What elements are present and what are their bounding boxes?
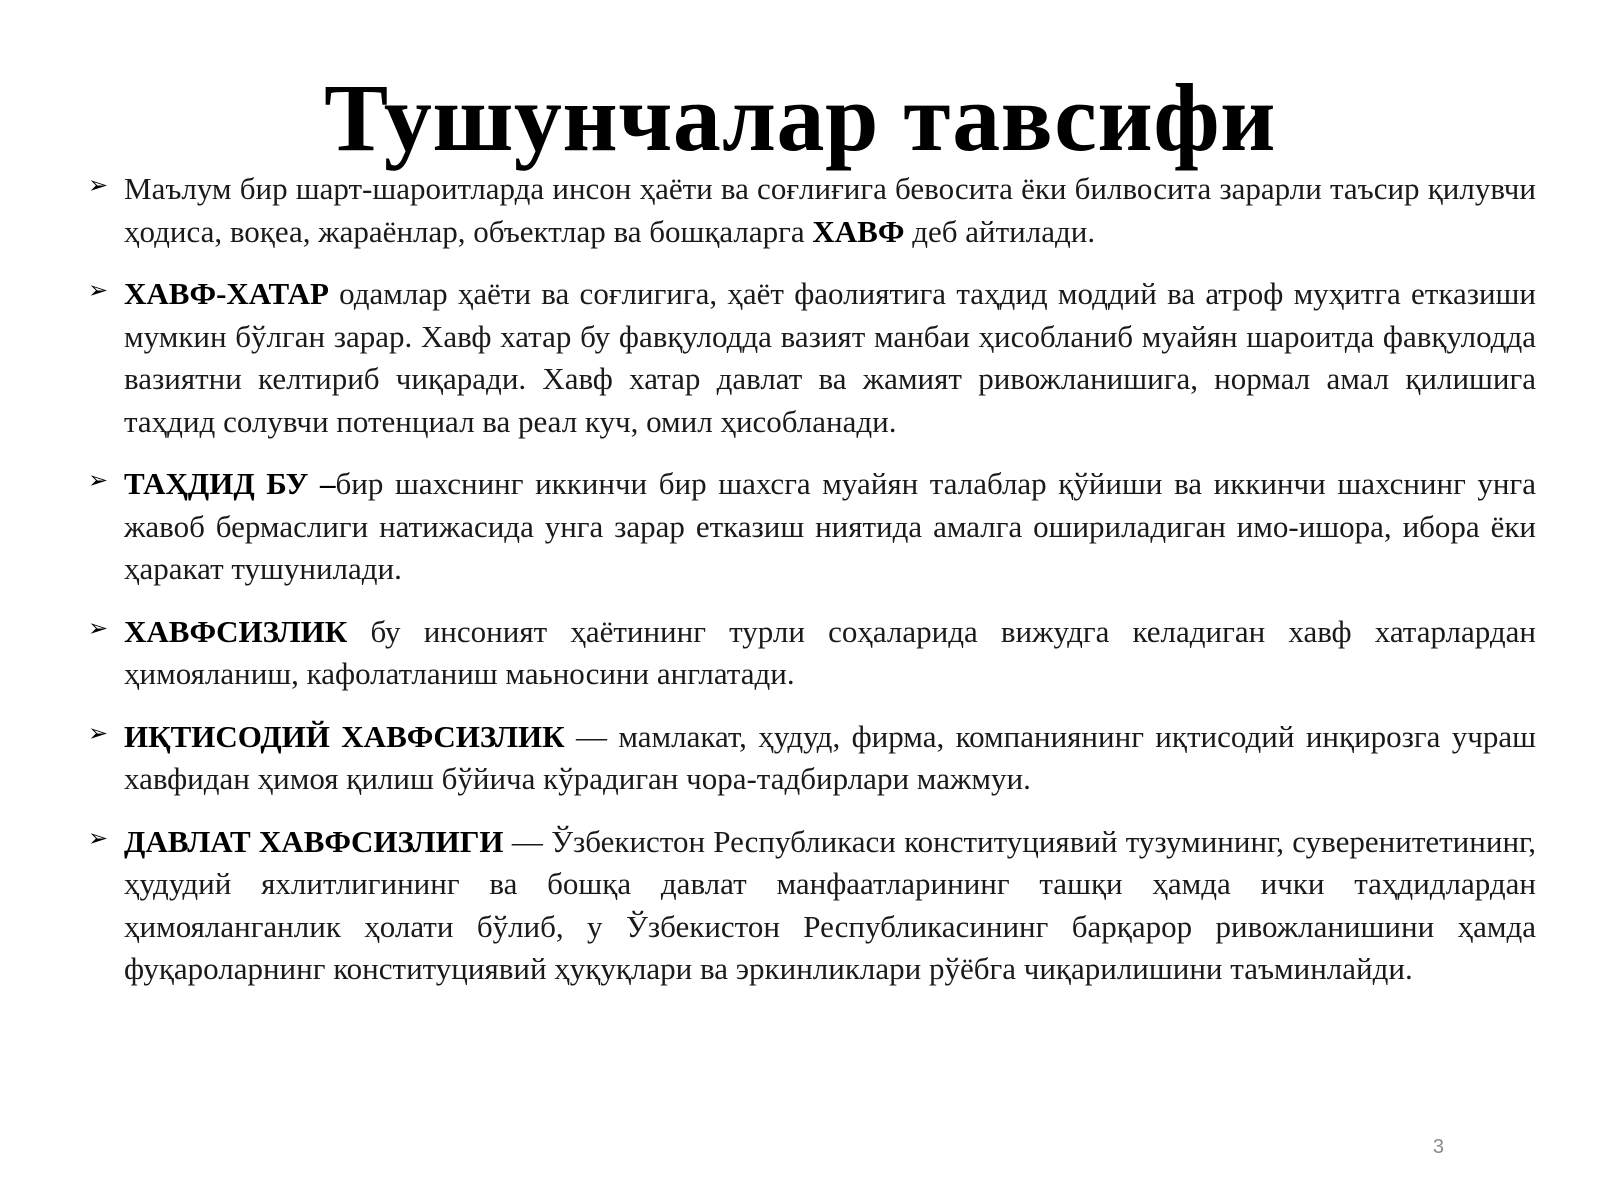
item-text-after: деб айтилади. (904, 213, 1096, 249)
item-term: ХАВФСИЗЛИК (124, 613, 348, 649)
list-item (88, 463, 1536, 591)
item-term: ИҚТИСОДИЙ ХАВФСИЗЛИК (124, 718, 565, 754)
list-item (88, 821, 1536, 991)
item-term: ТАҲДИД БУ – (124, 466, 336, 501)
item-term: ХАВФ-ХАТАР (124, 276, 329, 311)
list-item (88, 273, 1536, 443)
list-item (88, 168, 1536, 253)
item-term: ХАВФ (812, 213, 905, 249)
item-term: ДАВЛАТ ХАВФСИЗЛИГИ (124, 823, 504, 859)
arrowhead-bullet-icon: ➢ (88, 823, 109, 852)
item-text-after: — Ўзбекистон Республикаси конституциявий тузумининг, суверенитетининг, ҳудудий яхлитлигининг ва бошқа давлат манфаатларининг ташқи ҳамда ички таҳдидлардан ҳимояланганлик ҳолати бўлиб, у Ўзбекистон Республикасининг барқарор ривожланишини ҳамда фуқароларнинг конституциявий ҳуқуқлари ва эркинликлари рўёбга чиқарилишини таъминлайди. (124, 823, 1536, 986)
slide-title: Тушунчалар тавсифи (324, 64, 1276, 171)
list-item (88, 611, 1536, 696)
arrowhead-bullet-icon: ➢ (88, 466, 109, 494)
item-text-before: Маълум бир шарт-шароитларда инсон ҳаёти ва соғлиғига бевосита ёки билвосита зарарли таъсир қилувчи ҳодиса, воқеа, жараёнлар, объектлар ва бошқаларга (124, 171, 1536, 249)
arrowhead-bullet-icon: ➢ (88, 613, 109, 642)
item-text-after: бир шахснинг иккинчи бир шахсга муайян талаблар қўйиши ва иккинчи шахснинг унга жавоб бермаслиги натижасида унга зарар етказиш ниятида амалга ошириладиган имо-ишора, ибора ёки ҳаракат тушунилади. (124, 466, 1536, 586)
item-text-after: одамлар ҳаёти ва соғлигига, ҳаёт фаолиятига таҳдид моддий ва атроф муҳитга етказиши мумкин бўлган зарар. Хавф хатар бу фавқулодда вазият манбаи ҳисобланиб муайян шароитда фавқулодда вазиятни келтириб чиқаради. Хавф хатар давлат ва жамият ривожланишига, нормал амал қилишига таҳдид солувчи потенциал ва реал куч, омил ҳисобланади. (124, 276, 1536, 439)
definition-list (88, 168, 1536, 1011)
item-text-after: бу инсоният ҳаётининг турли соҳаларида вижудга келадиган хавф хатарлардан ҳимояланиш, кафолатланиш маьносини англатади. (124, 613, 1536, 691)
list-item (88, 716, 1536, 801)
arrowhead-bullet-icon: ➢ (88, 276, 109, 304)
item-text-after: — мамлакат, ҳудуд, фирма, компаниянинг иқтисодий инқирозга учраш хавфидан ҳимоя қилиш бўйича кўрадиган чора-тадбирлари мажмуи. (124, 718, 1536, 796)
arrowhead-bullet-icon: ➢ (88, 171, 109, 199)
page-number: 3 (1432, 1136, 1444, 1158)
arrowhead-bullet-icon: ➢ (88, 718, 109, 747)
